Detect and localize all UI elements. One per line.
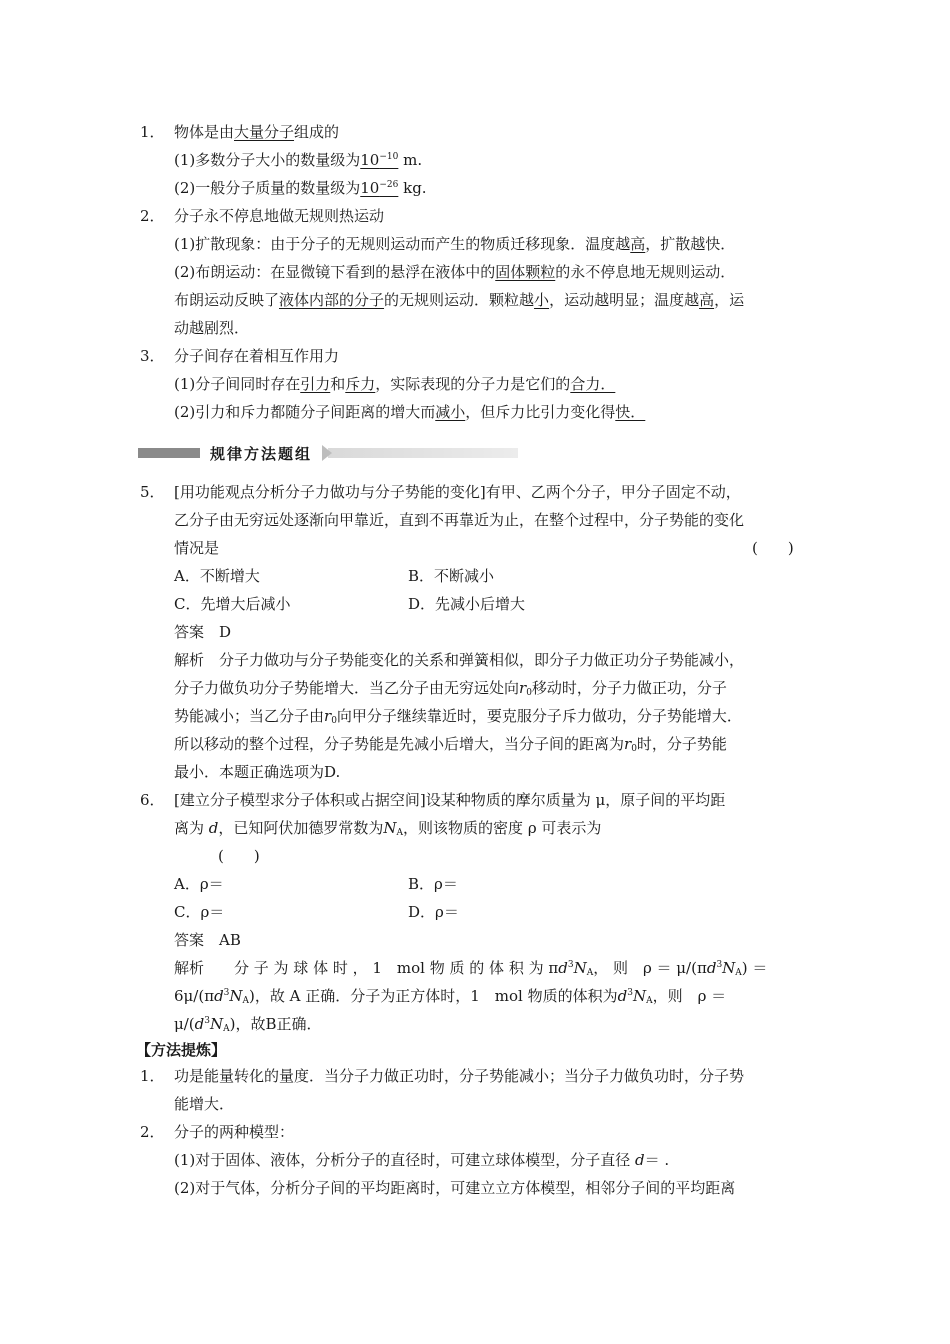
q5-explanation-line-3: 势能减小；当乙分子由$r_0$向甲分子继续靠近时，要克服分子斥力做功，分子势能增大．: [174, 707, 742, 726]
blank-answer: $10^{-26}$: [360, 179, 399, 197]
item-1-sub-1: (1)多数分子大小的数量级为$10^{-10}$ m.: [174, 151, 423, 169]
method-item-1-line-2: 能增大．: [174, 1095, 235, 1113]
q6-explanation-line-2: $6\mu/(\pi d^3N_A)$，故 A 正确．分子为正方体时，1 mol 物质的体积为$d^3N_A$，则 ρ ＝: [174, 987, 727, 1006]
q6-line-2: 离为 d，已知阿伏加德罗常数为$N_A$，则该物质的密度 ρ 可表示为: [174, 819, 602, 838]
q6-answer: 答案 AB: [174, 931, 241, 949]
blank-answer: 引力: [300, 375, 331, 393]
banner-title: 规律方法题组: [210, 445, 313, 463]
q6-explanation-line-1: 解析 分 子 为 球 体 时 ， 1 mol 物 质 的 体 积 为 $\pi d^3N_A$， 则 $\rho = \mu/(\pi d^3N_A)$ ＝: [174, 959, 768, 978]
item-2-sub-1: (1)扩散现象：由于分子的无规则运动而产生的物质迁移现象．温度越高，扩散越快．: [174, 235, 736, 253]
blank-answer: 固体颗粒: [495, 263, 556, 281]
q5-explanation-line-4: 所以移动的整个过程，分子势能是先减小后增大，当分子间的距离为$r_0$时，分子势能: [174, 735, 727, 754]
method-item-2-sub-2: (2)对于气体，分析分子间的平均距离时，可建立立方体模型，相邻分子间的平均距离: [174, 1179, 736, 1197]
blank-answer: $10^{-10}$: [360, 151, 399, 169]
item-3-sub-1: (1)分子间同时存在引力和斥力，实际表现的分子力是它们的合力．: [174, 375, 616, 393]
q5-option-c: C．先增大后减小: [174, 595, 291, 613]
item-2-sub-2-line-2: 布朗运动反映了液体内部的分子的无规则运动．颗粒越小，运动越明显；温度越高，运: [174, 291, 745, 309]
q6-option-c: C．ρ＝: [174, 903, 225, 921]
blank-answer: 小: [534, 291, 550, 309]
banner-arrow-icon: [322, 445, 332, 461]
method-item-2-sub-1: (1)对于固体、液体，分析分子的直径时，可建立球体模型，分子直径 d＝ .: [174, 1151, 670, 1169]
blank-answer: 液体内部的分子: [279, 291, 385, 309]
method-item-1: 1． 功是能量转化的量度．当分子力做正功时，分子势能减小；当分子力做负功时，分子势: [140, 1067, 745, 1085]
q6-explanation-line-3: $\mu/(d^3N_A)$，故B正确．: [174, 1015, 322, 1034]
q5-explanation-line-1: 解析 分子力做功与分子势能变化的关系和弹簧相似，即分子力做正功分子势能减小，: [174, 651, 745, 669]
q5-line-3: 情况是: [174, 539, 220, 557]
q5-explanation-line-5: 最小．本题正确选项为D.: [174, 763, 341, 781]
q6-line-1: 6． [建立分子模型求分子体积或占据空间]设某种物质的摩尔质量为 μ，原子间的平均距: [140, 791, 726, 809]
method-title: 【方法提炼】: [136, 1041, 227, 1059]
q5-line-1: 5． [用功能观点分析分子力做功与分子势能的变化]有甲、乙两个分子，甲分子固定不动，: [140, 483, 741, 501]
q5-option-a: A．不断增大: [174, 567, 260, 585]
q5-line-2: 乙分子由无穷远处逐渐向甲靠近，直到不再靠近为止，在整个过程中，分子势能的变化: [174, 511, 745, 529]
blank-answer: 合力．: [570, 375, 616, 393]
q6-option-b: B．ρ＝: [408, 875, 458, 893]
q5-answer: 答案 D: [174, 623, 232, 641]
method-item-2: 2． 分子的两种模型：: [140, 1123, 295, 1141]
q5-option-d: D．先减小后增大: [408, 595, 526, 613]
item-2-sub-2-line-3: 动越剧烈．: [174, 319, 250, 337]
q6-option-a: A．ρ＝: [174, 875, 224, 893]
blank-answer: 斥力: [345, 375, 376, 393]
blank-answer: 大量分子: [234, 123, 295, 141]
item-2: 2． 分子永不停息地做无规则热运动: [140, 207, 385, 225]
item-1-sub-2: (2)一般分子质量的数量级为$10^{-26}$ kg.: [174, 179, 427, 197]
q5-answer-paren: ( ): [752, 539, 794, 557]
section-banner: [138, 444, 518, 462]
item-2-sub-2-line-1: (2)布朗运动：在显微镜下看到的悬浮在液体中的固体颗粒的永不停息地无规则运动．: [174, 263, 736, 281]
blank-answer: 高: [699, 291, 715, 309]
blank-answer: 高: [630, 235, 646, 253]
item-3-sub-2: (2)引力和斥力都随分子间距离的增大而减小，但斥力比引力变化得快．: [174, 403, 646, 421]
q6-answer-paren: ( ): [218, 847, 260, 865]
q5-option-b: B．不断减小: [408, 567, 495, 585]
banner-bar-right: [328, 448, 518, 458]
item-1: 1． 物体是由大量分子组成的: [140, 123, 340, 141]
blank-answer: 减小: [435, 403, 466, 421]
q5-explanation-line-2: 分子力做负功分子势能增大．当乙分子由无穷远处向$r_0$移动时，分子力做正功，分子: [174, 679, 727, 698]
q6-option-d: D．ρ＝: [408, 903, 459, 921]
banner-bar-left: [138, 448, 200, 458]
item-3: 3． 分子间存在着相互作用力: [140, 347, 340, 365]
blank-answer: 快．: [615, 403, 646, 421]
